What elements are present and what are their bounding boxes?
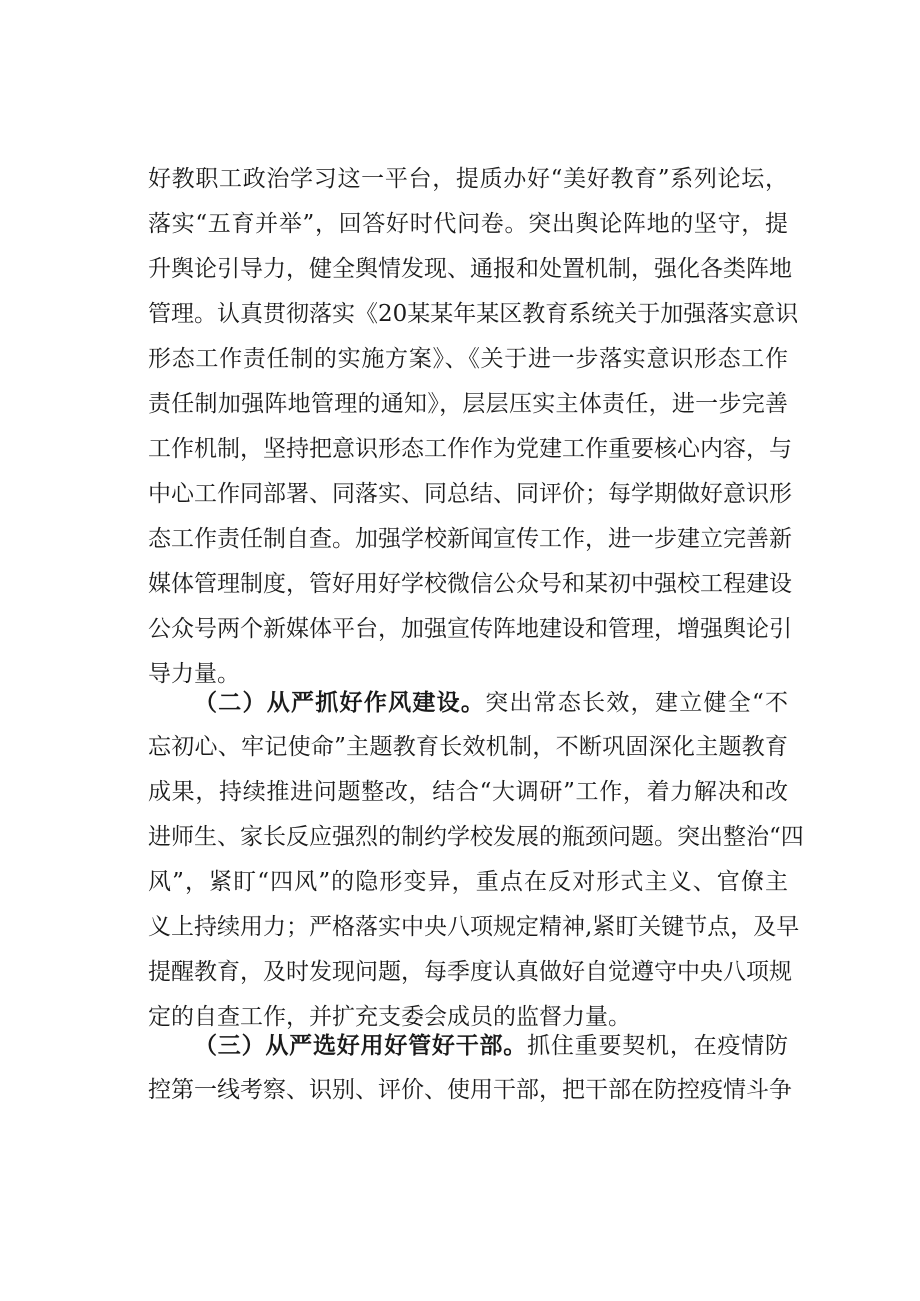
text-line: 公众号两个新媒体平台，加强宣传阵地建设和管理，增强舆论引 (148, 616, 792, 642)
text-line: 好教职工政治学习这一平台，提质办好“美好教育”系列论坛， (148, 166, 788, 192)
section-heading: （三）从严选好用好管好干部。 (194, 1032, 528, 1059)
paragraph-ideology-work (148, 157, 799, 697)
text-line: 升舆论引导力，健全舆情发现、通报和处置机制，强化各类阵地 (148, 256, 792, 282)
paragraph-cadres (148, 1023, 792, 1113)
text-fragment: 抓住重要契机，在疫情防 (527, 1033, 789, 1059)
text-line: 媒体管理制度，管好用好学校微信公众号和某初中强校工程建设 (148, 571, 792, 597)
paragraph-work-style (148, 680, 804, 1040)
text-line: 忘初心、牢记使命”主题教育长效机制，不断巩固深化主题教育 (148, 734, 788, 760)
text-line: 责任制加强阵地管理的通知》，层层压实主体责任，进一步完善 (148, 391, 788, 417)
text-line: 进师生、家长反应强烈的制约学校发展的瓶颈问题。突出整治“四 (148, 824, 804, 850)
text-line: 中心工作同部署、同落实、同总结、同评价；每学期做好意识形 (148, 481, 792, 507)
heading-line (148, 680, 788, 725)
text-line: 提醒教育，及时发现问题，每季度认真做好自觉遵守中央八项规 (148, 959, 792, 985)
text-line: 工作机制，坚持把意识形态工作作为党建工作重要核心内容，与 (148, 436, 792, 462)
text-line: 态工作责任制自查。加强学校新闻宣传工作，进一步建立完善新 (148, 526, 792, 552)
text-line: 定的自查工作，并扩充支委会成员的监督力量。 (148, 1004, 631, 1030)
text-line: 控第一线考察、识别、评价、使用干部，把干部在防控疫情斗争 (148, 1077, 792, 1103)
text-line: 义上持续用力；严格落实中央八项规定精神,紧盯关键节点，及早 (148, 914, 800, 940)
text-line: 风”，紧盯“四风”的隐形变异，重点在反对形式主义、官僚主 (148, 869, 788, 895)
heading-line (148, 1023, 788, 1068)
text-line: 导力量。 (148, 661, 240, 687)
section-heading: （二）从严抓好作风建设。 (194, 689, 486, 716)
text-line: 形态工作责任制的实施方案》、《关于进一步落实意识形态工作 (148, 346, 788, 372)
text-line: 管理。认真贯彻落实《20某某年某区教育系统关于加强落实意识 (148, 301, 799, 327)
text-line: 落实“五育并举”，回答好时代问卷。突出舆论阵地的坚守，提 (148, 211, 788, 237)
text-fragment: 突出常态长效，建立健全“不 (485, 690, 789, 716)
text-line: 成果，持续推进问题整改，结合“大调研”工作，着力解决和改 (148, 779, 788, 805)
